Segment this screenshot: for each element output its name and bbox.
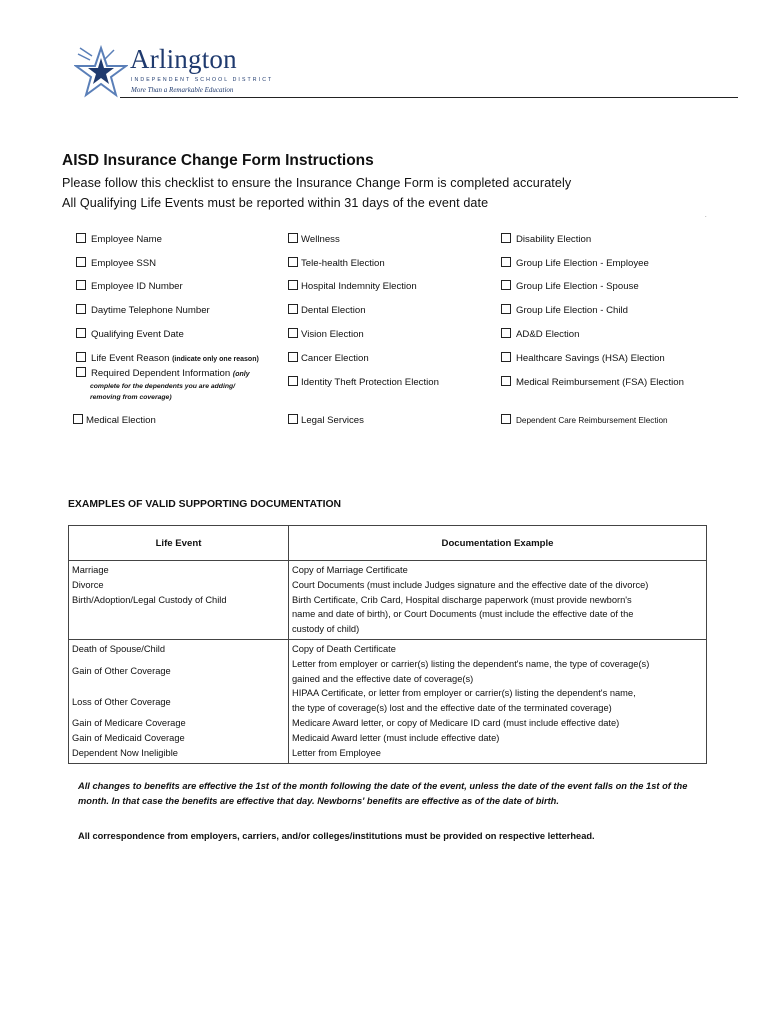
examples-heading: EXAMPLES OF VALID SUPPORTING DOCUMENTATION: [68, 499, 342, 510]
logo-subtitle: INDEPENDENT SCHOOL DISTRICT: [131, 77, 274, 83]
checkbox-icon: [501, 328, 511, 338]
dependent-note-line-2: complete for the dependents you are adding/: [90, 383, 236, 390]
checkbox-icon: [76, 304, 86, 314]
checkbox-icon: [73, 414, 83, 424]
life-event-cell: Marriage Divorce Birth/Adoption/Legal Custody of Child: [72, 565, 227, 605]
checklist-item[interactable]: Daytime Telephone Number: [76, 304, 210, 317]
checklist-item[interactable]: Required Dependent Information (only: [76, 367, 250, 381]
checkbox-icon: [288, 257, 298, 267]
table-row: [69, 639, 707, 763]
checklist-item[interactable]: Group Life Election - Employee: [501, 257, 649, 270]
checklist-item[interactable]: Group Life Election - Child: [501, 304, 628, 317]
checkbox-icon: [501, 376, 511, 386]
logo-tagline: More Than a Remarkable Education: [131, 86, 234, 94]
checklist-item[interactable]: Employee Name: [76, 233, 162, 246]
checkbox-icon: [501, 352, 511, 362]
checklist-item[interactable]: Qualifying Event Date: [76, 328, 184, 341]
checkbox-icon: [288, 304, 298, 314]
checkbox-icon: [501, 233, 511, 243]
life-event-cell: Death of Spouse/Child Gain of Other Coverage Loss of Other Coverage Gain of Medicare Coverage Gain of Medicaid Coverage Dependent Now Ineligible: [72, 643, 186, 758]
effective-date-note: All changes to benefits are effective the 1st of the month following the date of the event, unless the date of the event falls on the 1st of the month. In that case the benefits are effective that day. Newborns' benefits are effective as of the date of birth.: [78, 781, 688, 806]
checklist-item[interactable]: AD&D Election: [501, 328, 579, 341]
checkbox-icon: [76, 328, 86, 338]
checklist-item[interactable]: Cancer Election: [288, 352, 369, 365]
checkbox-icon: [76, 280, 86, 290]
header-divider: [120, 97, 738, 98]
checkbox-icon: [501, 280, 511, 290]
checkbox-icon: [501, 257, 511, 267]
checklist-item[interactable]: Employee SSN: [76, 257, 156, 270]
letterhead-note: All correspondence from employers, carriers, and/or colleges/institutions must be provided on respective letterhead.: [78, 831, 595, 841]
checklist-item[interactable]: Hospital Indemnity Election: [288, 280, 417, 293]
column-header-life-event: Life Event: [69, 526, 289, 561]
documentation-cell: Copy of Death Certificate Letter from employer or carrier(s) listing the dependent's name, the type of coverage(s) gained and the effective date of coverage(s) HIPAA Certificate, or letter from employer or carrier(s) listing the dependent's name, the type of coverage(s) lost and the effective date of the terminated coverage) Medicare Award letter, or copy of Medicare ID card (must include effective date) Medicaid Award letter (must include effective date) Letter from Employee: [292, 643, 650, 758]
checkbox-icon: [288, 414, 298, 424]
checkbox-icon: [76, 257, 86, 267]
checklist-item[interactable]: Group Life Election - Spouse: [501, 280, 639, 293]
checklist-item[interactable]: Medical Election: [73, 414, 156, 427]
district-logo: [74, 44, 274, 100]
checklist-item[interactable]: Dependent Care Reimbursement Election: [501, 414, 668, 427]
dependent-note: (only: [232, 371, 250, 378]
page-title: AISD Insurance Change Form Instructions: [62, 152, 374, 169]
star-emblem-icon: [74, 44, 128, 100]
checklist-item[interactable]: Vision Election: [288, 328, 364, 341]
checklist-item[interactable]: Tele-health Election: [288, 257, 385, 270]
logo-name: Arlington: [130, 44, 237, 74]
checklist-item[interactable]: Employee ID Number: [76, 280, 183, 293]
table-row: [69, 561, 707, 640]
checkbox-icon: [288, 233, 298, 243]
checkbox-icon: [288, 352, 298, 362]
checkbox-icon: [76, 352, 86, 362]
checkbox-icon: [288, 376, 298, 386]
checkbox-icon: [501, 414, 511, 424]
checkbox-icon: [288, 280, 298, 290]
checkbox-icon: [76, 367, 86, 377]
instruction-line-2: All Qualifying Life Events must be reported within 31 days of the event date: [62, 196, 489, 210]
checkbox-icon: [288, 328, 298, 338]
checkbox-icon: [501, 304, 511, 314]
checklist-item[interactable]: Disability Election: [501, 233, 591, 246]
checklist-item[interactable]: Legal Services: [288, 414, 364, 427]
checklist-item[interactable]: Identity Theft Protection Election: [288, 376, 439, 389]
checklist-item[interactable]: Healthcare Savings (HSA) Election: [501, 352, 665, 365]
checklist-item[interactable]: Wellness: [288, 233, 340, 246]
checklist-item[interactable]: Life Event Reason (indicate only one reason): [76, 352, 259, 366]
checkbox-icon: [76, 233, 86, 243]
documentation-cell: Copy of Marriage Certificate Court Documents (must include Judges signature and the effective date of the divorce) Birth Certificate, Crib Card, Hospital discharge paperwork (must provide newborn's name and date of birth), or Court Documents (must include the effective date of the custody of child): [292, 565, 649, 635]
checklist-item[interactable]: Dental Election: [288, 304, 366, 317]
documentation-table: [68, 525, 707, 764]
life-event-note: (indicate only one reason): [172, 356, 259, 363]
checklist-item[interactable]: Medical Reimbursement (FSA) Election: [501, 376, 684, 389]
dependent-note-line-3: removing from coverage): [90, 394, 172, 401]
stray-mark: .: [705, 213, 707, 219]
column-header-documentation: Documentation Example: [289, 526, 707, 561]
table-header-row: [69, 526, 707, 561]
instruction-line-1: Please follow this checklist to ensure the Insurance Change Form is completed accurately: [62, 176, 572, 190]
